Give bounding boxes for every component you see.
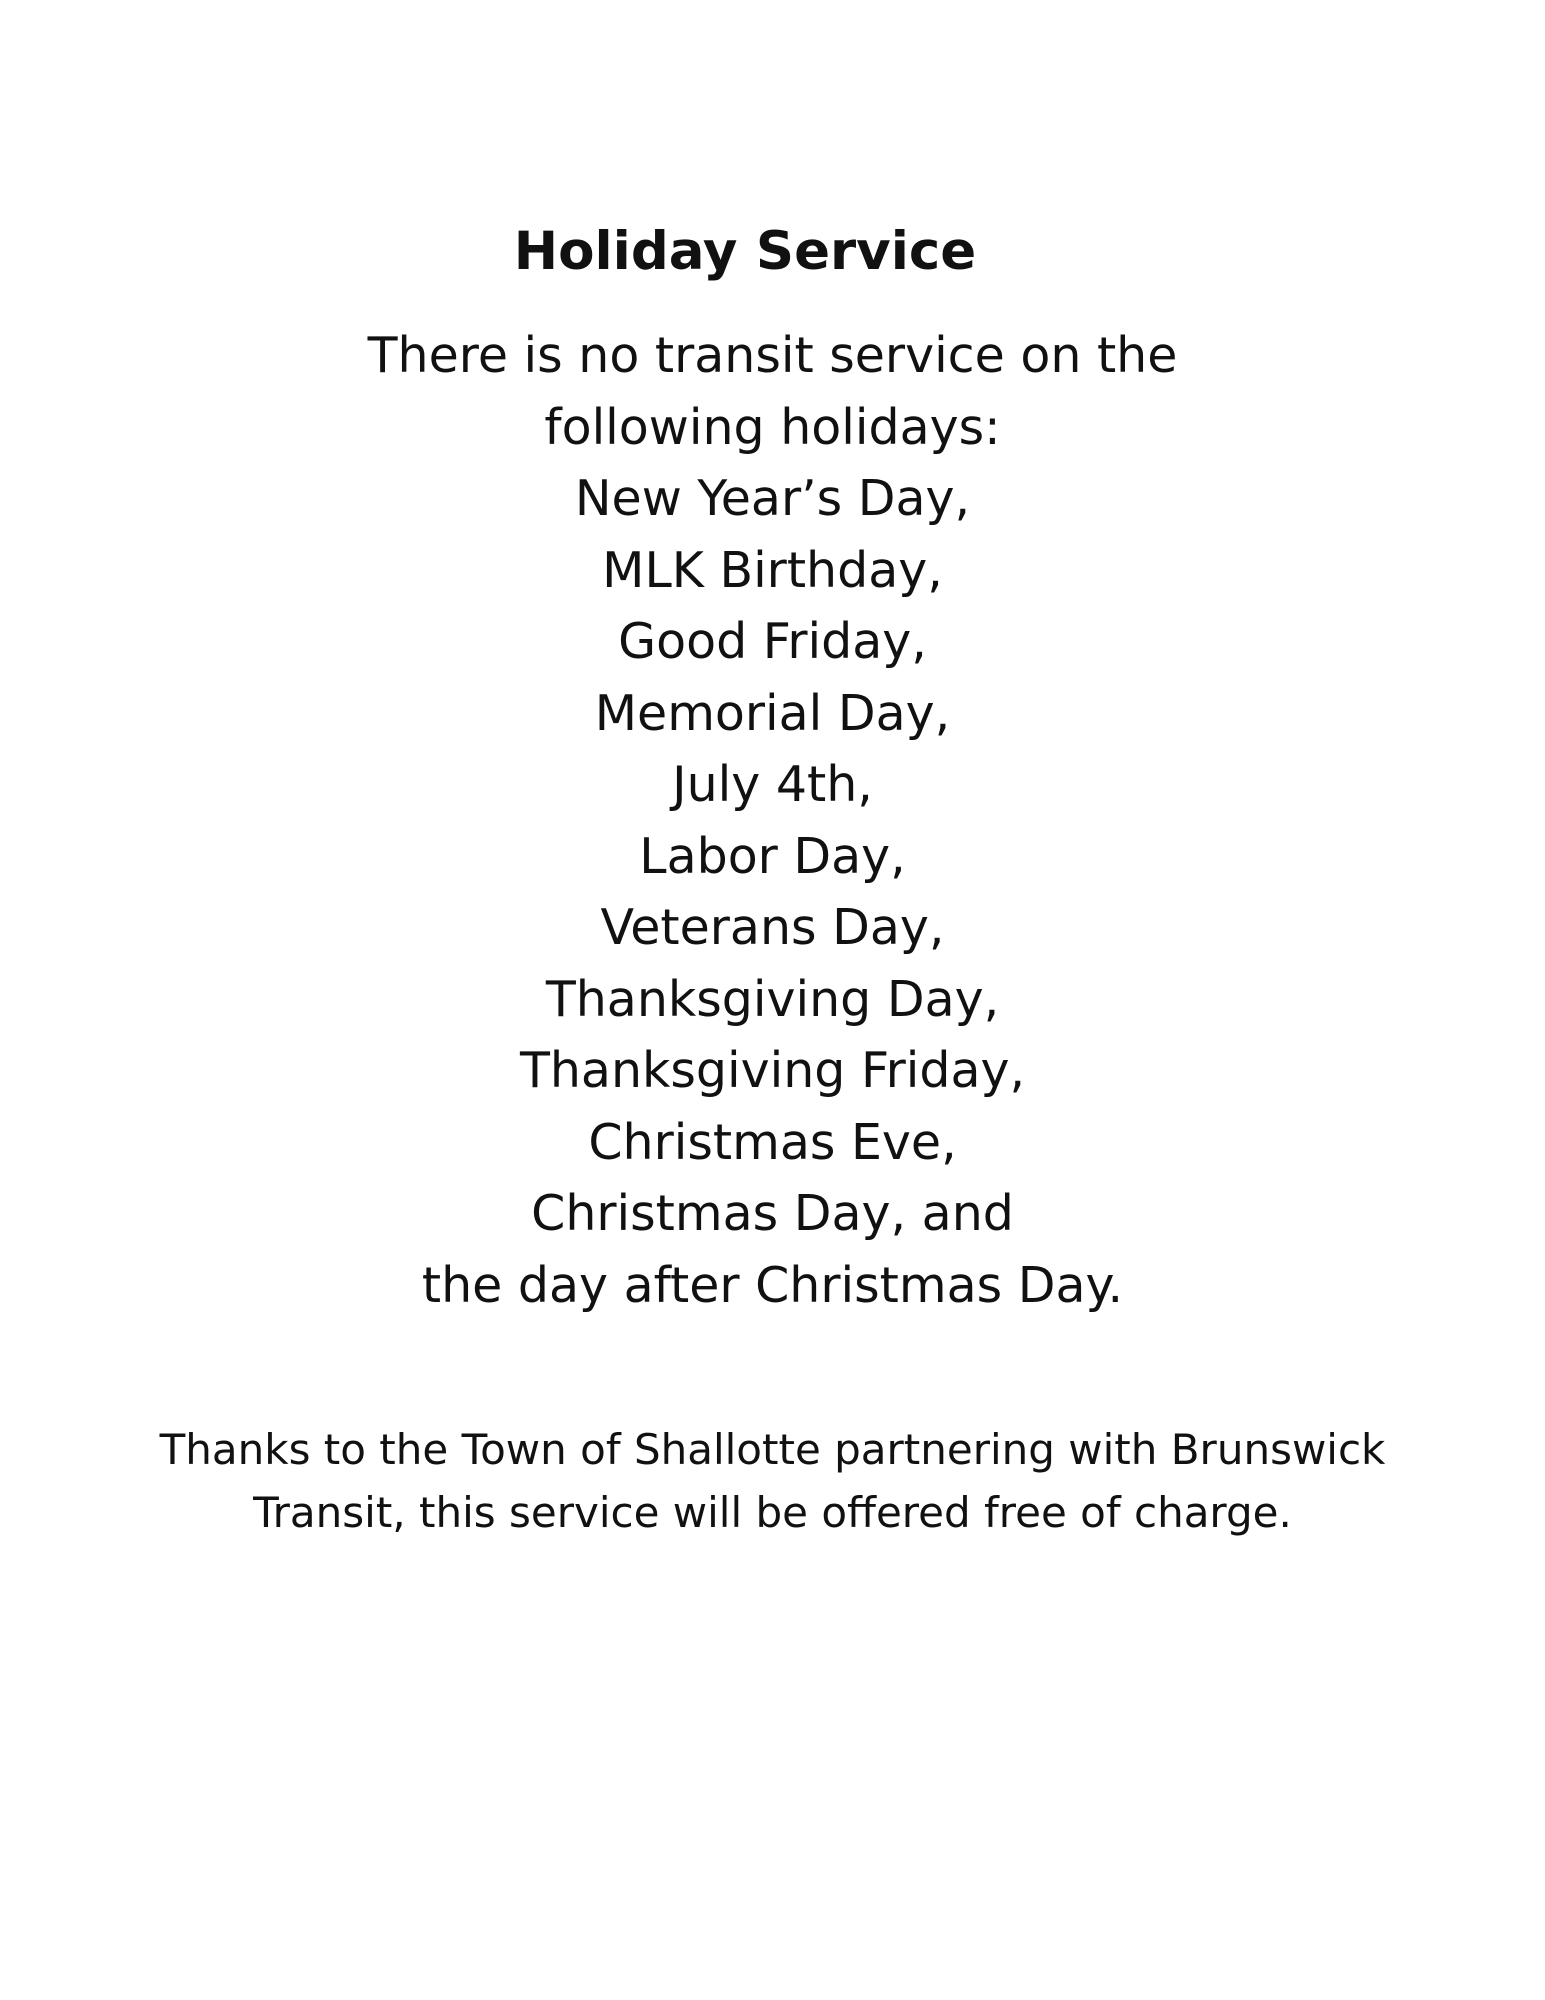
intro-paragraph (0, 320, 1545, 463)
holiday-item: July 4th, (672, 756, 873, 813)
footer-note-line: Transit, this service will be offered free of charge. (253, 1488, 1292, 1537)
holiday-item: Thanksgiving Friday, (519, 1042, 1026, 1099)
footer-note-line: Thanks to the Town of Shallotte partnering with Brunswick (159, 1425, 1386, 1474)
holiday-list (0, 463, 1545, 1321)
holiday-item: Christmas Day, and (531, 1185, 1014, 1242)
holiday-item: MLK Birthday, (602, 541, 943, 599)
holiday-item: Veterans Day, (600, 899, 945, 956)
intro-line: following holidays: (544, 398, 1001, 456)
intro-line: There is no transit service on the (367, 327, 1178, 384)
holiday-item: Memorial Day, (594, 684, 951, 742)
holiday-item: the day after Christmas Day. (421, 1256, 1124, 1314)
holiday-item: New Year’s Day, (574, 470, 971, 527)
holiday-item: Thanksgiving Day, (545, 970, 1000, 1028)
holiday-item: Good Friday, (618, 613, 927, 670)
holiday-item: Labor Day, (639, 827, 906, 885)
holiday-item: Christmas Eve, (588, 1113, 957, 1171)
page-title: Holiday Service (513, 221, 977, 282)
footer-note (0, 1418, 1545, 1544)
